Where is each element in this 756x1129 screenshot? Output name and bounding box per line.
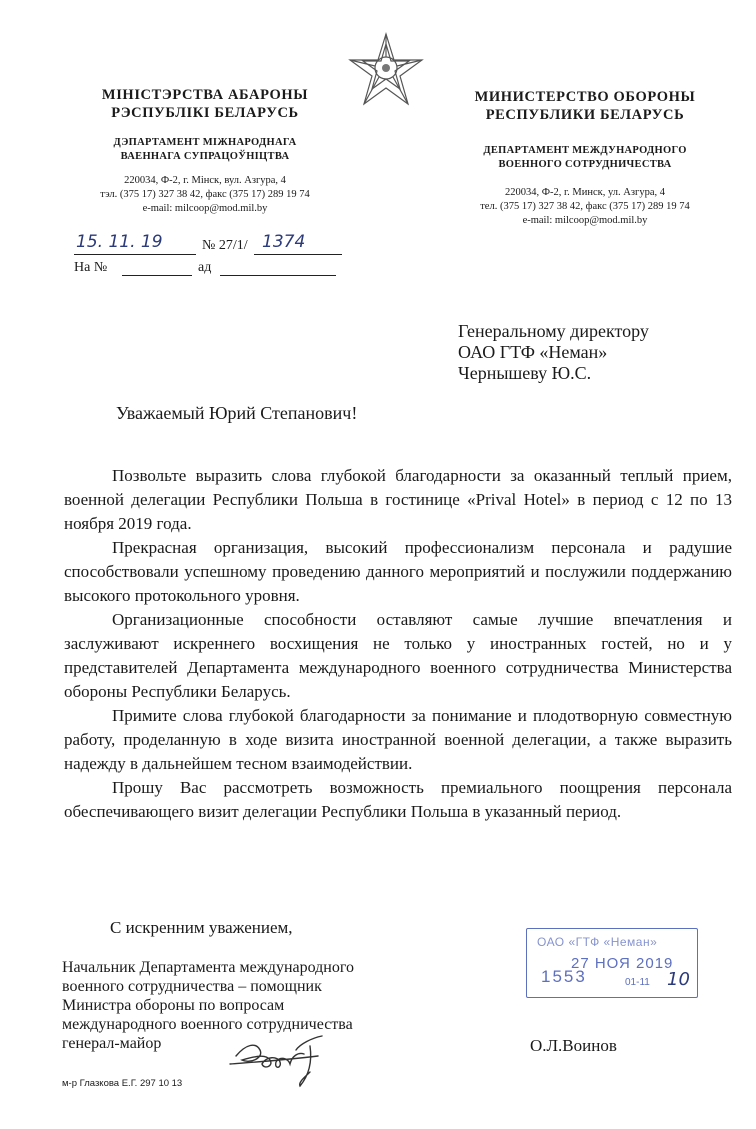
paragraph-5: Прошу Вас рассмотреть возможность премиального поощрения персонала обеспечивающего визит делегации Республики Польша в указанный период. — [64, 778, 732, 821]
reference-date: 15. 11. 19 — [76, 232, 163, 252]
left-email: e-mail: milcoop@mod.mil.by — [142, 203, 268, 214]
paragraph-4: Примите слова глубокой благодарности за понимание и плодотворную совместную работу, проделанную в ходе визита иностранной военной делегации, а также выразить надежду в дальнейшем тесном взаимодействии. — [64, 706, 732, 773]
reference-from-label: ад — [198, 260, 212, 275]
right-email: e-mail: milcoop@mod.mil.by — [522, 215, 648, 226]
reference-on-label: На № — [74, 260, 108, 275]
signatory-line2: военного сотрудничества – помощник — [62, 978, 322, 995]
reference-number: 1374 — [262, 232, 306, 252]
right-header — [440, 88, 730, 228]
salutation: Уважаемый Юрий Степанович! — [116, 403, 358, 423]
handwritten-signature-icon — [226, 1026, 346, 1090]
letter-body — [64, 464, 732, 824]
left-department-line1: ДЭПАРТАМЕНТ МІЖНАРОДНАГА — [113, 137, 297, 148]
paragraph-2: Прекрасная организация, высокий профессионализм персонала и радушие способствовали успешному проведению данного мероприятий и послужили поддержанию высокого протокольного уровня. — [64, 538, 732, 605]
reference-number-underline — [254, 254, 342, 255]
right-ministry-line1: МИНИСТЕРСТВО ОБОРОНЫ — [474, 89, 696, 105]
left-address: 220034, Ф-2, г. Мінск, вул. Азгура, 4 — [124, 175, 286, 186]
signatory-line4: международного военного сотрудничества — [62, 1016, 353, 1033]
addressee — [458, 321, 649, 384]
right-ministry-line2: РЕСПУБЛИКИ БЕЛАРУСЬ — [485, 107, 685, 123]
stamp-handwritten-number: 10 — [667, 969, 690, 990]
left-ministry-line2: РЭСПУБЛІКІ БЕЛАРУСЬ — [111, 105, 299, 121]
stamp-code: 01-11 — [625, 977, 650, 988]
right-phone: тел. (375 17) 327 38 42, факс (375 17) 289 19 74 — [480, 201, 690, 212]
left-header — [60, 86, 350, 216]
signatory-line5: генерал-майор — [62, 1035, 162, 1052]
addressee-line1: Генеральному директору — [458, 321, 649, 341]
signatory-line1: Начальник Департамента международного — [62, 959, 355, 976]
stamp-org: ОАО «ГТФ «Неман» — [537, 935, 658, 949]
reference-from-underline — [220, 275, 336, 276]
reference-on-underline — [122, 275, 192, 276]
right-department-line1: ДЕПАРТАМЕНТ МЕЖДУНАРОДНОГО — [483, 145, 687, 156]
star-emblem-icon — [346, 30, 426, 110]
signatory-name: О.Л.Воинов — [530, 1036, 617, 1055]
registration-stamp — [526, 928, 698, 998]
footer-contact: м-р Глазкова Е.Г. 297 10 13 — [62, 1078, 183, 1089]
paragraph-3: Организационные способности оставляют самые лучшие впечатления и заслуживают искреннего восхищения не только у иностранных гостей, но и у представителей Департамента международного военного сотрудничества Министерства обороны Республики Беларусь. — [64, 610, 732, 701]
left-ministry-line1: МІНІСТЭРСТВА АБАРОНЫ — [101, 87, 309, 103]
reference-date-underline — [74, 254, 196, 255]
addressee-line3: Чернышеву Ю.С. — [458, 363, 592, 383]
left-department-line2: ВАЕННАГА СУПРАЦОЎНІЦТВА — [120, 151, 290, 162]
left-phone: тэл. (375 17) 327 38 42, факс (375 17) 289 19 74 — [100, 189, 310, 200]
addressee-line2: ОАО ГТФ «Неман» — [458, 342, 608, 362]
stamp-date: 27 НОЯ 2019 — [571, 955, 674, 972]
closing: С искренним уважением, — [110, 918, 293, 937]
paragraph-1: Позвольте выразить слова глубокой благодарности за оказанный теплый прием, военной делегации Республики Польша в гостинице «Prival Hotel» в период с 12 по 13 ноября 2019 года. — [64, 466, 732, 533]
right-department-line2: ВОЕННОГО СОТРУДНИЧЕСТВА — [498, 159, 672, 170]
right-address: 220034, Ф-2, г. Минск, ул. Азгура, 4 — [505, 187, 665, 198]
reference-block — [74, 232, 354, 278]
signatory-line3: Министра обороны по вопросам — [62, 997, 285, 1014]
stamp-number: 1553 — [541, 967, 587, 986]
reference-number-label: № 27/1/ — [202, 238, 248, 253]
